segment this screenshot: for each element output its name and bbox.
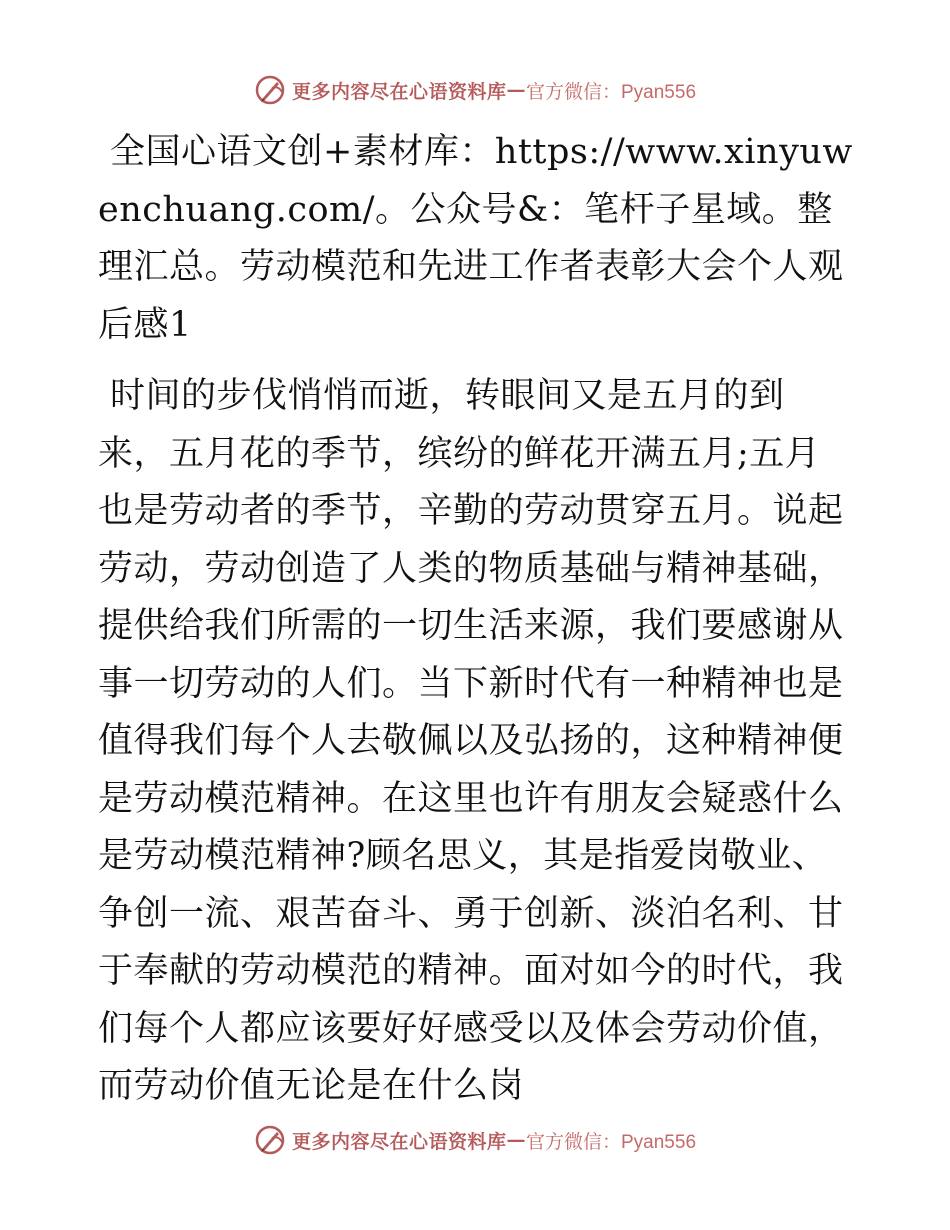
intro-paragraph	[98, 124, 854, 354]
watermark-footer	[0, 1120, 950, 1160]
body-paragraph	[98, 368, 854, 1116]
body-paragraph-text: 时间的步伐悄悄而逝，转眼间又是五月的到来，五月花的季节，缤纷的鲜花开满五月;五月也是劳动者的季节，辛勤的劳动贯穿五月。说起劳动，劳动创造了人类的物质基础与精神基础，提供给我们所需的一切生活来源，我们要感谢从事一切劳动的人们。当下新时代有一种精神也是值得我们每个人去敬佩以及弘扬的，这种精神便是劳动模范精神。在这里也许有朋友会疑惑什么是劳动模范精神?顾名思义，其是指爱岗敬业、争创一流、艰苦奋斗、勇于创新、淡泊名利、甘于奉献的劳动模范的精神。面对如今的时代，我们每个人都应该要好好感受以及体会劳动价值，而劳动价值无论是在什么岗	[98, 376, 844, 1106]
watermark-contact: 官方微信：Pyan556	[526, 81, 697, 103]
watermark-text: 更多内容尽在心语资料库	[291, 80, 507, 103]
watermark-contact: 官方微信：Pyan556	[526, 1131, 697, 1153]
intro-paragraph-text: 全国心语文创+素材库：https://www.xinyuwenchuang.com/。公众号&：笔杆子星域。整理汇总。劳动模范和先进工作者表彰大会个人观后感1	[98, 132, 853, 345]
watermark-separator: —	[506, 79, 526, 101]
watermark-separator: —	[506, 1129, 526, 1151]
document-body	[98, 124, 854, 1116]
quill-logo-icon	[254, 1124, 286, 1156]
quill-logo-icon	[254, 74, 286, 106]
watermark-text: 更多内容尽在心语资料库	[291, 1130, 507, 1153]
watermark-header	[0, 70, 950, 110]
